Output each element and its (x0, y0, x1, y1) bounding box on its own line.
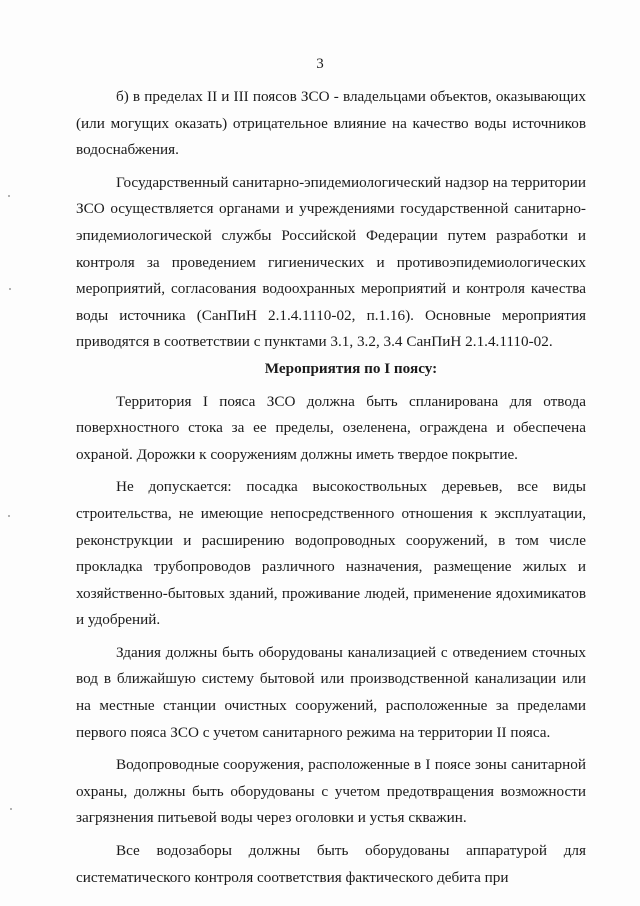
paragraph-5: Здания должны быть оборудованы канализацией с отведением сточных вод в ближайшую систему бытовой или производственной канализации или на местные станции очистных сооружений, расположенные за пределами первого пояса ЗСО с учетом санитарного режима на территории II пояса. (76, 643, 586, 741)
scan-speck (8, 515, 10, 517)
paragraph-2: Государственный санитарно-эпидемиологический надзор на территории ЗСО осуществляется органами и учреждениями государственной санитарно-эпидемиологической службы Российской Федерации путем разработки и контроля за проведением гигиенических и противоэпидемиологических мероприятий, согласования водоохранных мероприятий и контроля качества воды источника (СанПиН 2.1.4.1110-02, п.1.16). Основные мероприятия приводятся в соответствии с пунктами 3.1, 3.2, 3.4 СанПиН 2.1.4.1110-02. (76, 173, 586, 351)
scan-speck (8, 195, 10, 197)
paragraph-3: Территория I пояса ЗСО должна быть спланирована для отвода поверхностного стока за ее пределы, озеленена, ограждена и обеспечена охраной. Дорожки к сооружениям должны иметь твердое покрытие. (76, 392, 586, 463)
scan-speck (10, 808, 12, 810)
page-number: 3 (316, 56, 324, 72)
paragraph-7: Все водозаборы должны быть оборудованы аппаратурой для систематического контроля соответствия фактического дебита при (76, 842, 586, 886)
paragraph-6: Водопроводные сооружения, расположенные в I поясе зоны санитарной охраны, должны быть оборудованы с учетом предотвращения возможности загрязнения питьевой воды через оголовки и устья скважин. (76, 756, 586, 827)
document-body (76, 84, 586, 891)
paragraph-1: б) в пределах II и III поясов ЗСО - владельцами объектов, оказывающих (или могущих оказать) отрицательное влияние на качество воды источников водоснабжения. (76, 88, 586, 159)
scan-speck (9, 288, 11, 290)
paragraph-4: Не допускается: посадка высокоствольных деревьев, все виды строительства, не имеющие непосредственного отношения к эксплуатации, реконструкции и расширению водопроводных сооружений, в том числе прокладка трубопроводов различного назначения, размещение жилых и хозяйственно-бытовых зданий, проживание людей, применение ядохимикатов и удобрений. (76, 478, 586, 629)
section-heading: Мероприятия по I поясу: (264, 359, 438, 377)
